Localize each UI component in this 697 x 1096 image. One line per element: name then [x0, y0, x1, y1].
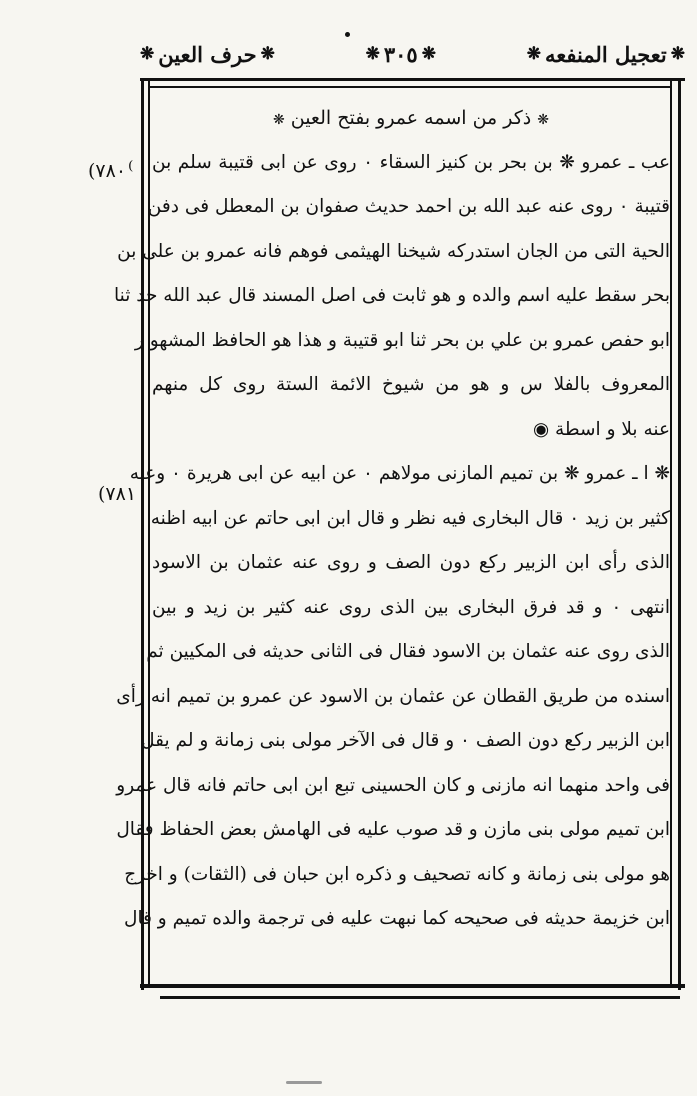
frame-rule-right-inner — [670, 80, 672, 985]
running-header — [140, 30, 685, 78]
ornament-icon: ❋ — [526, 44, 541, 64]
text-line: الذى روى عنه عثمان بن الاسود فقال فى الثانى حديثه فى المكيين ثم — [146, 641, 670, 662]
ornament-icon: ❋ — [140, 44, 155, 64]
section-heading: ❋ ذكر من اسمه عمرو بفتح العين ❋ — [272, 107, 550, 129]
frame-rule-right-outer — [678, 80, 681, 990]
header-book-title: ❋ تعجيل المنفعه ❋ — [526, 41, 685, 67]
text-line: عب ـ عمرو ❋ بن بحر بن كنيز السقاء ٠ روى عن ابى قتيبة سلم بن — [152, 151, 670, 173]
scan-mark — [286, 1081, 322, 1084]
header-page-number: ❋ ٣٠٥ ❋ — [365, 41, 436, 67]
entry-number-780: (٧٨٠ — [88, 160, 127, 182]
ornament-icon: ❋ — [421, 44, 436, 64]
text-line: انتهى ٠ و قد فرق البخارى بين الذى روى عنه كثير بن زيد و بين — [152, 596, 670, 618]
frame-rule-bottom-extra — [160, 996, 680, 999]
frame-rule-top-inner — [148, 86, 672, 88]
entry-number-781: (٧٨١ — [98, 483, 137, 505]
ornament-icon: ❋ — [670, 44, 685, 64]
text-line: عنه بلا و اسطة ◉ — [532, 418, 670, 440]
text-line: ❋ ا ـ عمرو ❋ بن تميم المازنى مولاهم ٠ عن ابيه عن ابى هريرة ٠ وعنه — [129, 463, 670, 484]
text-line: ابن الزبير ركع دون الصف ٠ و قال فى الآخر مولى بنى زمانة و لم يقل — [141, 730, 670, 751]
text-line: اسنده من طريق القطان عن عثمان بن الاسود عن عمرو بن تميم انه رأى — [116, 685, 670, 707]
text-line: الحية التى من الجان استدركه شيخنا الهيثمى فوهم فانه عمرو بن على بن — [117, 240, 670, 262]
text-line: فى واحد منهما انه مازنى و كان الحسينى تبع ابن ابى حاتم فانه قال عمرو — [116, 774, 670, 796]
text-line: كثير بن زيد ٠ قال البخارى فيه نظر و قال ابن ابى حاتم عن ابيه اظنه — [150, 507, 670, 529]
text-line: قتيبة ٠ روى عنه عبد الله بن احمد حديث صفوان بن المعطل فى دفن — [147, 196, 670, 217]
text-line: ابن خزيمة حديثه فى صحيحه كما نبهت عليه فى ترجمة والده تميم و قال — [124, 908, 670, 929]
header-chapter: ❋ حرف العين ❋ — [140, 41, 275, 67]
text-line: ابن تميم مولى بنى مازن و قد صوب عليه فى الهامش بعض الحفاظ فقال — [116, 819, 670, 840]
ornament-icon: ❋ — [537, 112, 550, 128]
ornament-icon: ❋ — [272, 112, 285, 128]
ornament-icon: ❋ — [260, 44, 275, 64]
text-line: ابو حفص عمرو بن علي بن بحر ثنا ابو قتيبة و هذا هو الحافظ المشهو ر — [134, 329, 670, 351]
text-line: المعروف بالفلا س و هو من شيوخ الائمة الستة روى كل منهم — [152, 374, 670, 395]
text-line: بحر سقط عليه اسم والده و هو ثابت فى اصل المسند قال عبد الله حد ثنا — [114, 285, 670, 306]
ornament-icon: ❋ — [365, 44, 380, 64]
text-line: الذى رأى ابن الزبير ركع دون الصف و روى عنه عثمان بن الاسود — [152, 552, 670, 573]
text-line: هو مولى بنى زمانة و كانه تصحيف و ذكره ابن حبان فى (الثقات) و اخرج — [124, 863, 670, 885]
margin-bracket: ⁽ — [128, 158, 134, 183]
